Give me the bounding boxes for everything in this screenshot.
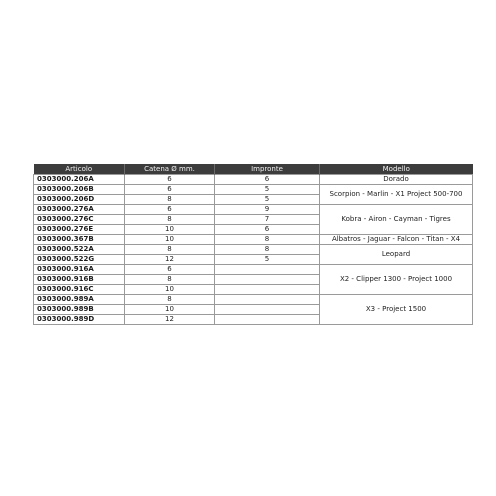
cell-impronte	[215, 265, 320, 275]
table-header-row	[34, 164, 473, 175]
cell-impronte: 6	[215, 175, 320, 185]
cell-catena: 8	[125, 275, 215, 285]
cell-articolo: 0303000.276E	[34, 225, 125, 235]
cell-impronte: 8	[215, 245, 320, 255]
cell-catena: 6	[125, 175, 215, 185]
cell-articolo: 0303000.989D	[34, 315, 125, 325]
cell-impronte	[215, 305, 320, 315]
cell-articolo: 0303000.276C	[34, 215, 125, 225]
cell-impronte	[215, 285, 320, 295]
cell-modello: Kobra - Airon - Cayman - Tigres	[320, 205, 473, 235]
cell-impronte	[215, 295, 320, 305]
cell-articolo: 0303000.916B	[34, 275, 125, 285]
table-row	[34, 175, 473, 185]
table-body	[34, 175, 473, 325]
cell-catena: 6	[125, 265, 215, 275]
cell-catena: 8	[125, 195, 215, 205]
cell-catena: 8	[125, 295, 215, 305]
table-row	[34, 295, 473, 305]
product-table-container	[33, 164, 472, 325]
cell-catena: 8	[125, 215, 215, 225]
cell-impronte: 5	[215, 195, 320, 205]
cell-impronte: 7	[215, 215, 320, 225]
cell-modello: Scorpion - Marlin - X1 Project 500-700	[320, 185, 473, 205]
header-modello: Modello	[320, 164, 473, 175]
cell-modello: X2 - Clipper 1300 - Project 1000	[320, 265, 473, 295]
cell-articolo: 0303000.916A	[34, 265, 125, 275]
cell-impronte: 8	[215, 235, 320, 245]
cell-articolo: 0303000.367B	[34, 235, 125, 245]
cell-articolo: 0303000.522A	[34, 245, 125, 255]
cell-impronte	[215, 275, 320, 285]
cell-impronte: 5	[215, 255, 320, 265]
cell-articolo: 0303000.989B	[34, 305, 125, 315]
cell-catena: 10	[125, 235, 215, 245]
table-row	[34, 245, 473, 255]
header-articolo: Articolo	[34, 164, 125, 175]
cell-catena: 8	[125, 245, 215, 255]
cell-modello: X3 - Project 1500	[320, 295, 473, 325]
cell-catena: 10	[125, 225, 215, 235]
cell-articolo: 0303000.206D	[34, 195, 125, 205]
cell-catena: 12	[125, 315, 215, 325]
product-table	[33, 164, 473, 325]
cell-articolo: 0303000.276A	[34, 205, 125, 215]
cell-articolo: 0303000.206A	[34, 175, 125, 185]
cell-catena: 12	[125, 255, 215, 265]
cell-impronte: 5	[215, 185, 320, 195]
cell-catena: 10	[125, 305, 215, 315]
table-row	[34, 265, 473, 275]
cell-impronte: 9	[215, 205, 320, 215]
cell-catena: 6	[125, 185, 215, 195]
table-row	[34, 185, 473, 195]
cell-modello: Dorado	[320, 175, 473, 185]
cell-catena: 6	[125, 205, 215, 215]
table-row	[34, 205, 473, 215]
table-row	[34, 235, 473, 245]
cell-impronte	[215, 315, 320, 325]
cell-impronte: 6	[215, 225, 320, 235]
cell-modello: Albatros - Jaguar - Falcon - Titan - X4	[320, 235, 473, 245]
cell-modello: Leopard	[320, 245, 473, 265]
cell-catena: 10	[125, 285, 215, 295]
cell-articolo: 0303000.989A	[34, 295, 125, 305]
cell-articolo: 0303000.916C	[34, 285, 125, 295]
cell-articolo: 0303000.522G	[34, 255, 125, 265]
header-catena: Catena Ø mm.	[125, 164, 215, 175]
cell-articolo: 0303000.206B	[34, 185, 125, 195]
header-impronte: Impronte	[215, 164, 320, 175]
